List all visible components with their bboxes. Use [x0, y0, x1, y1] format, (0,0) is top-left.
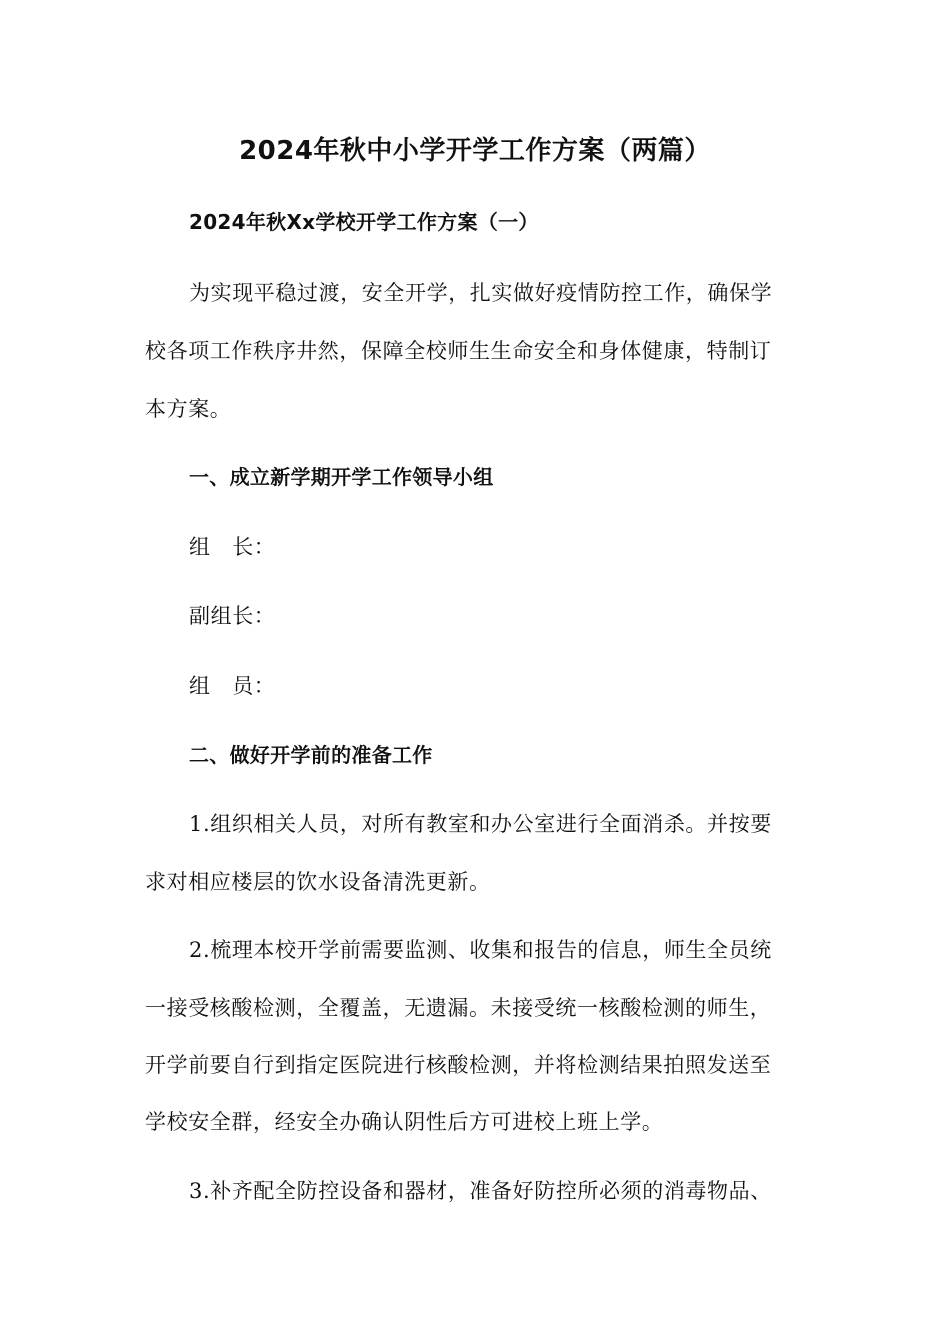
leader-label: 组 长：	[189, 535, 276, 559]
intro-line-1: 为实现平稳过渡，安全开学，扎实做好疫情防控工作，确保学	[189, 281, 773, 305]
item2-line-2: 一接受核酸检测，全覆盖，无遗漏。未接受统一核酸检测的师生，	[145, 996, 772, 1020]
item2-line-1: 2.梳理本校开学前需要监测、收集和报告的信息，师生全员统	[189, 938, 772, 962]
document-subtitle: 2024年秋Xx学校开学工作方案（一）	[189, 210, 539, 234]
item3-line-1: 3.补齐配全防控设备和器材，准备好防控所必须的消毒物品、	[189, 1179, 772, 1203]
intro-line-2: 校各项工作秩序井然，保障全校师生生命安全和身体健康，特制订	[145, 339, 772, 363]
item2-line-3: 开学前要自行到指定医院进行核酸检测，并将检测结果拍照发送至	[145, 1053, 772, 1077]
member-label: 组 员：	[189, 674, 276, 698]
section2-heading: 二、做好开学前的准备工作	[189, 743, 433, 767]
section1-heading: 一、成立新学期开学工作领导小组	[189, 465, 494, 489]
intro-line-3: 本方案。	[145, 397, 232, 421]
item1-line-1: 1.组织相关人员，对所有教室和办公室进行全面消杀。并按要	[189, 812, 772, 836]
item2-line-4: 学校安全群，经安全办确认阴性后方可进校上班上学。	[145, 1110, 664, 1134]
item1-line-2: 求对相应楼层的饮水设备清洗更新。	[145, 870, 491, 894]
document-title: 2024年秋中小学开学工作方案（两篇）	[239, 136, 711, 166]
deputy-label: 副组长：	[189, 604, 276, 628]
